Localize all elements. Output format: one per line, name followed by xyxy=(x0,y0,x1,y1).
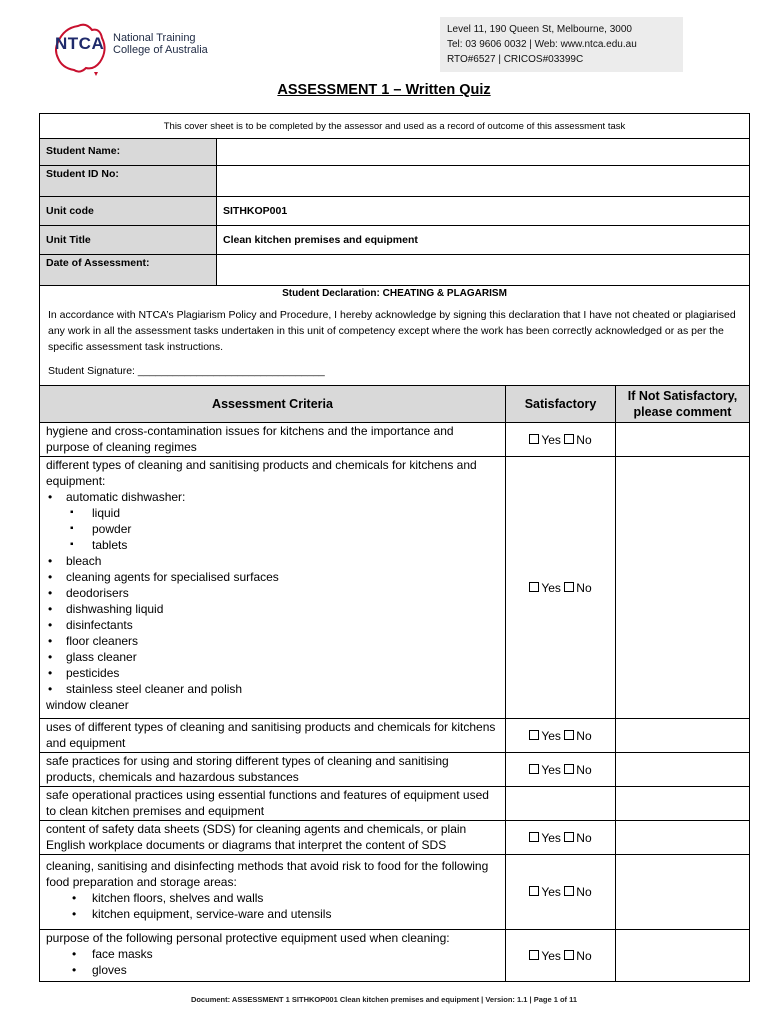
criterion-8 xyxy=(40,930,506,982)
cover-note: This cover sheet is to be completed by the assessor and used as a record of outcome of this assessment task xyxy=(40,114,750,139)
criterion-2-list xyxy=(46,489,499,697)
date-label: Date of Assessment: xyxy=(40,255,217,286)
student-declaration xyxy=(40,286,750,395)
comment-cell-5[interactable] xyxy=(616,787,750,821)
list-item: ▪ liquid xyxy=(46,505,499,521)
criteria-header: Assessment Criteria xyxy=(40,386,506,423)
yes-label: Yes xyxy=(541,948,561,963)
logo-wordmark xyxy=(113,32,208,56)
no-label: No xyxy=(576,762,592,777)
list-item: • gloves xyxy=(46,962,499,978)
page-footer: Document: ASSESSMENT 1 SITHKOP001 Clean kitchen premises and equipment | Version: 1.1 | Page 1 of 11 xyxy=(190,995,578,1004)
page-title: ASSESSMENT 1 – Written Quiz xyxy=(277,82,491,98)
yes-label: Yes xyxy=(541,580,561,595)
comment-cell-4[interactable] xyxy=(616,753,750,787)
list-item: • dishwashing liquid xyxy=(46,601,499,617)
yes-checkbox[interactable] xyxy=(529,764,539,774)
date-field[interactable] xyxy=(217,255,750,286)
criterion-7-text: cleaning, sanitising and disinfecting methods that avoid risk to food for the following food preparation and storage areas: xyxy=(46,859,489,889)
yes-checkbox[interactable] xyxy=(529,886,539,896)
yes-label: Yes xyxy=(541,830,561,845)
criterion-2-text: different types of cleaning and sanitising products and chemicals for kitchens and equipment: xyxy=(46,458,477,488)
criterion-1: hygiene and cross-contamination issues for kitchens and the importance and purpose of cleaning regimes xyxy=(40,423,506,457)
yes-checkbox[interactable] xyxy=(529,832,539,842)
satisfactory-choice-4[interactable] xyxy=(506,753,616,787)
college-logo xyxy=(50,20,225,78)
criterion-2-tail: window cleaner xyxy=(46,698,129,712)
satisfactory-choice-8[interactable] xyxy=(506,930,616,982)
no-checkbox[interactable] xyxy=(564,886,574,896)
satisfactory-header: Satisfactory xyxy=(506,386,616,423)
list-item: • kitchen floors, shelves and walls xyxy=(46,890,499,906)
criterion-3: uses of different types of cleaning and sanitising products and chemicals for kitchens and equipment xyxy=(40,719,506,753)
declaration-title: Student Declaration: CHEATING & PLAGARISM xyxy=(282,288,507,299)
rto-cricos: RTO#6527 | CRICOS#03399C xyxy=(447,54,584,65)
criterion-2 xyxy=(40,457,506,719)
criterion-6: content of safety data sheets (SDS) for cleaning agents and chemicals, or plain English workplace documents or diagrams that interpret the content of SDS xyxy=(40,821,506,855)
criterion-7 xyxy=(40,855,506,930)
cover-sheet-table xyxy=(39,113,750,395)
criterion-4: safe practices for using and storing different types of cleaning and sanitising products, chemicals and hazardous substances xyxy=(40,753,506,787)
criterion-7-list xyxy=(46,890,499,922)
assessment-criteria-table xyxy=(39,385,750,982)
no-checkbox[interactable] xyxy=(564,730,574,740)
satisfactory-choice-6[interactable] xyxy=(506,821,616,855)
unit-title-label: Unit Title xyxy=(40,226,217,255)
list-item: • bleach xyxy=(46,553,499,569)
no-checkbox[interactable] xyxy=(564,582,574,592)
criterion-5: safe operational practices using essential functions and features of equipment used to clean kitchen premises and equipment xyxy=(40,787,506,821)
satisfactory-choice-1[interactable] xyxy=(506,423,616,457)
satisfactory-choice-2[interactable] xyxy=(506,457,616,719)
list-item: • floor cleaners xyxy=(46,633,499,649)
no-label: No xyxy=(576,728,592,743)
criterion-8-text: purpose of the following personal protective equipment used when cleaning: xyxy=(46,931,450,945)
no-label: No xyxy=(576,948,592,963)
list-item: ▪ tablets xyxy=(46,537,499,553)
no-checkbox[interactable] xyxy=(564,434,574,444)
unit-code-value: SITHKOP001 xyxy=(217,197,750,226)
list-item: • deodorisers xyxy=(46,585,499,601)
yes-checkbox[interactable] xyxy=(529,582,539,592)
list-item: • automatic dishwasher: xyxy=(46,489,499,505)
no-checkbox[interactable] xyxy=(564,832,574,842)
no-checkbox[interactable] xyxy=(564,764,574,774)
no-label: No xyxy=(576,885,592,899)
comment-cell-6[interactable] xyxy=(616,821,750,855)
yes-label: Yes xyxy=(541,432,561,447)
student-id-label: Student ID No: xyxy=(40,166,217,197)
logo-line-2: College of Australia xyxy=(113,44,208,56)
list-item: • cleaning agents for specialised surfaces xyxy=(46,569,499,585)
contact-box xyxy=(440,17,683,72)
list-item: ▪ powder xyxy=(46,521,499,537)
no-label: No xyxy=(576,432,592,447)
list-item: • disinfectants xyxy=(46,617,499,633)
list-item: • kitchen equipment, service-ware and utensils xyxy=(46,906,499,922)
yes-checkbox[interactable] xyxy=(529,950,539,960)
criterion-8-list xyxy=(46,946,499,978)
signature-line[interactable]: Student Signature: ________________________________ xyxy=(48,365,325,377)
yes-label: Yes xyxy=(541,885,561,899)
yes-checkbox[interactable] xyxy=(529,434,539,444)
comment-header: If Not Satisfactory, please comment xyxy=(616,386,750,423)
list-item: • face masks xyxy=(46,946,499,962)
yes-label: Yes xyxy=(541,762,561,777)
student-id-field[interactable] xyxy=(217,166,750,197)
yes-checkbox[interactable] xyxy=(529,730,539,740)
comment-cell-7[interactable] xyxy=(616,855,750,930)
unit-code-label: Unit code xyxy=(40,197,217,226)
logo-line-1: National Training xyxy=(113,32,196,44)
address: Level 11, 190 Queen St, Melbourne, 3000 xyxy=(447,24,632,35)
logo-badge: NTCA xyxy=(55,34,105,53)
comment-cell-3[interactable] xyxy=(616,719,750,753)
declaration-body: In accordance with NTCA’s Plagiarism Policy and Procedure, I hereby acknowledge by signing this declaration that I have not cheated or plagiarised any work in all the assessment tasks undertaken in this unit of competency except where the work has been correctly acknowledged or as per the specific assessment task instructions. xyxy=(48,309,736,353)
yes-label: Yes xyxy=(541,728,561,743)
no-label: No xyxy=(576,830,592,845)
no-label: No xyxy=(576,580,592,595)
comment-cell-8[interactable] xyxy=(616,930,750,982)
satisfactory-choice-7[interactable] xyxy=(506,855,616,930)
list-item: • glass cleaner xyxy=(46,649,499,665)
list-item: • stainless steel cleaner and polish xyxy=(46,681,499,697)
no-checkbox[interactable] xyxy=(564,950,574,960)
phone-web: Tel: 03 9606 0032 | Web: www.ntca.edu.au xyxy=(447,39,637,50)
satisfactory-choice-5[interactable] xyxy=(506,787,616,821)
unit-title-value: Clean kitchen premises and equipment xyxy=(217,226,750,255)
comment-cell-1[interactable] xyxy=(616,423,750,457)
list-item: • pesticides xyxy=(46,665,499,681)
student-name-field[interactable] xyxy=(217,139,750,166)
comment-cell-2[interactable] xyxy=(616,457,750,719)
student-name-label: Student Name: xyxy=(40,139,217,166)
satisfactory-choice-3[interactable] xyxy=(506,719,616,753)
